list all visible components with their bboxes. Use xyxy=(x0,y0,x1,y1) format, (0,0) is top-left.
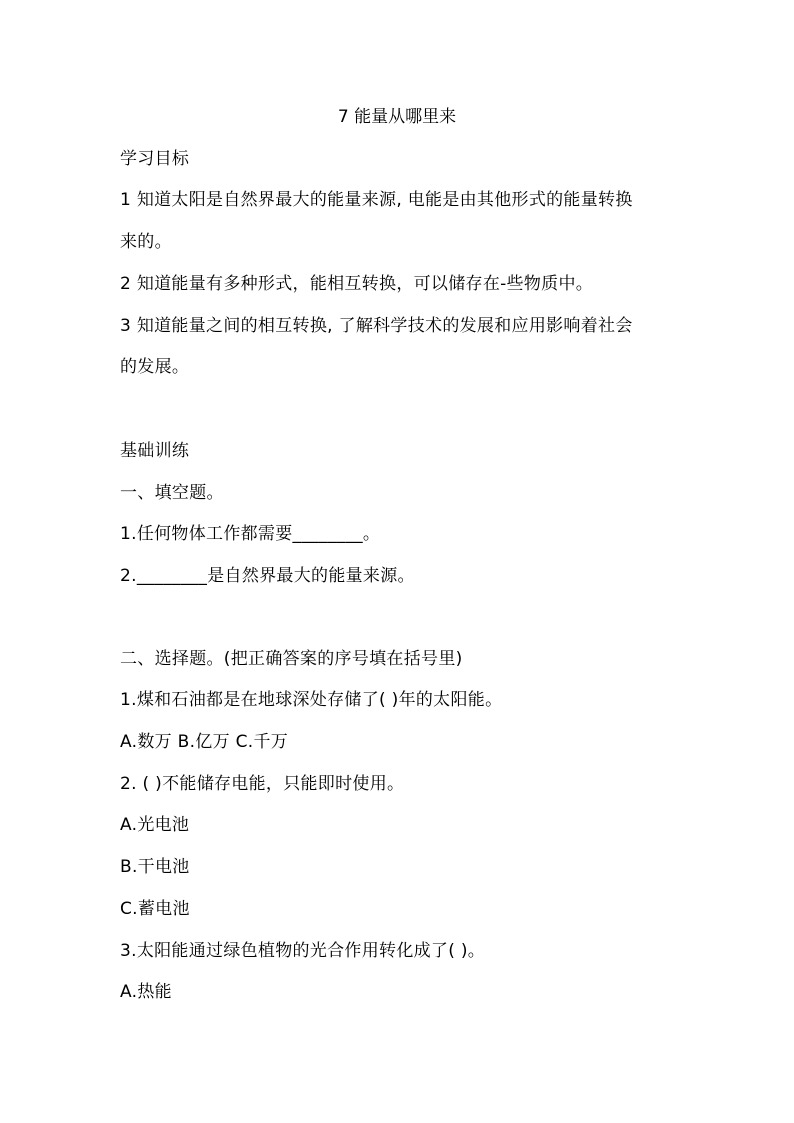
page-title: 7 能量从哪里来 xyxy=(337,107,457,127)
fill-blank-heading: 一、填空题。 xyxy=(120,483,224,503)
objective-3-line-2: 的发展。 xyxy=(120,357,190,377)
choice-question-2-option-b: B.干电池 xyxy=(120,857,190,877)
choice-question-1-options: A.数万 B.亿万 C.千万 xyxy=(120,732,289,752)
fill-blank-question-1: 1.任何物体工作都需要________。 xyxy=(120,524,381,544)
fill-blank-question-2: 2.________是自然界最大的能量来源。 xyxy=(120,566,415,586)
objective-2: 2 知道能量有多种形式，能相互转换，可以储存在-些物质中。 xyxy=(120,274,594,294)
choice-question-2-option-c: C.蓄电池 xyxy=(120,899,190,919)
objective-3-line-1: 3 知道能量之间的相互转换, 了解科学技术的发展和应用影响着社会 xyxy=(120,316,633,336)
choice-question-3: 3.太阳能通过绿色植物的光合作用转化成了( )。 xyxy=(120,941,486,961)
training-heading: 基础训练 xyxy=(120,441,190,461)
choice-question-3-option-a: A.热能 xyxy=(120,982,172,1002)
objective-1-line-2: 来的。 xyxy=(120,232,172,252)
choice-heading: 二、选择题。(把正确答案的序号填在括号里) xyxy=(120,649,463,669)
objective-1-line-1: 1 知道太阳是自然界最大的能量来源, 电能是由其他形式的能量转换 xyxy=(120,190,633,210)
choice-question-2-option-a: A.光电池 xyxy=(120,815,190,835)
choice-question-2: 2. ( )不能储存电能，只能即时使用。 xyxy=(120,774,405,794)
choice-question-1: 1.煤和石油都是在地球深处存储了( )年的太阳能。 xyxy=(120,690,503,710)
objectives-heading: 学习目标 xyxy=(120,149,190,169)
